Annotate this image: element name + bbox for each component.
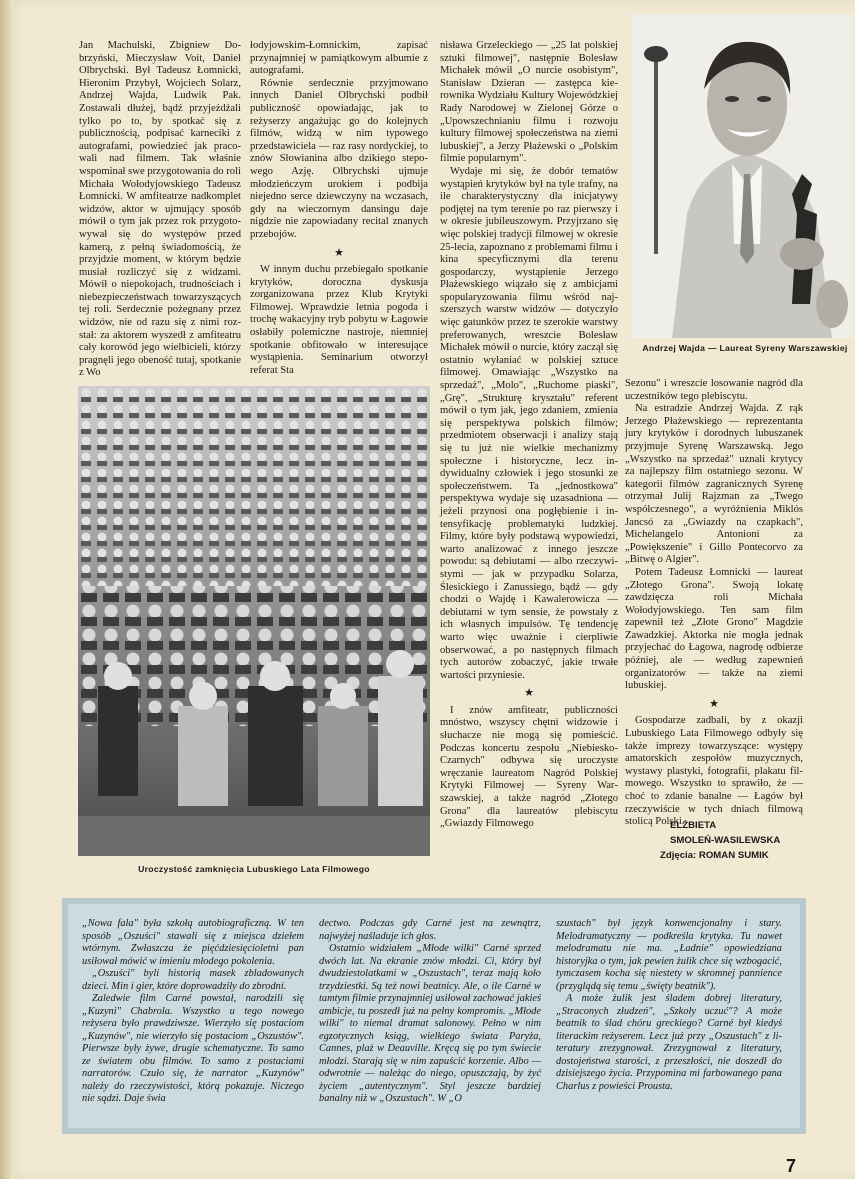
paragraph: Zaledwie film Carné powstał, narodzili się „Kuzyni" Chabrola. Wszystko u tego nowego reżysera było prawdziwsze. Wierzyło się postaciom „Kuzynów", nie wierzyło się postaciom „Oszustów". Pierwsze były żywe, drugie schematyczne. To samo ze światem obu filmów. To samo z postaciami narratorów. Czuło się, że narrator „Kuzynów" należy do rzeczywistości, którą pokazuje. Niczego nie sądzi. Daje świa [82, 993, 304, 1104]
paragraph: W innym duchu przebiegało spotkanie krytyków, doroczna dyskusja zorganizowana przez Klub Krytyki Filmowej. Wprawdzie letnia pogoda i trochę wakacyjny tryb pobytu w Łagowie osłabiły polemiczne nastroje, niemniej spotkanie obfitowało w interesujące wystąpienia. Seminarium otworzył referat Sta [250, 264, 428, 376]
paragraph: Wydaje mi się, że dobór tematów wystąpień krytyków był na tyle trafny, na ile charakterystyczny dla inicjatywy podjętej na tym terenie po raz pierwszy i w okresie jubileuszowym. Przyjrzano się więc polskiej tradycji filmowej w okresie 25-lecia, zapoznano z problemami filmu i kina specyficznymi dla terenu gospodarczy, wystąpienie Jerzego Płażewskiego wiązało się z ambicjami spopularyzowania filmu wśród najszerszych warstw widzów — dotyczyło więc gatunków przez te szerokie warstwy preferowanych, wreszcie Bolesław Michałek mówił o nurcie, który zaczął się ostatnio wyłaniać w polskiej sztuce filmowej. Omawiając „Wszystko na sprzedaż", „Molo", „Ruchome piaski", „Grę", „Strukturę kryształu" referent mówił o tym jak, jego zdaniem, zmienia się perspektywa polskich filmów; przedmiotem obserwacji i analizy stają się tu już nie wielkie mechanizmy społeczne i historyczne, lecz indywidualny człowiek i jego stosunki ze społeczeństwem. Ta „jednostkowa" perspektywa wydaje się uzasadniona — jeżeli przynosi ona pogłębienie i intensyfikację problematyki ludzkiej. Filmy, które były podstawą wypowiedzi, warto analizować z innego jeszcze powodu: są debiutami — albo rzeczywistymi — jak w przypadku Solarza, Ślesickiego i Zanussiego, bądź — gdy chodzi o Wajdę i Kawalerowicza — debiutami w tym sensie, że powstały z ich własnych impulsów. Tę tendencję warto więc uważnie i cierpliwie obserwować, a po następnych filmach tych autorów zobaczyć, jakie trwałe wartości przyniesie. [440, 165, 618, 681]
photo-credit: Zdjęcia: ROMAN SUMIK [660, 850, 769, 861]
section-star: ★ [524, 687, 534, 700]
paragraph: „Nowa fala" była szkołą autobiograficzną. W ten sposób „Oszuści" stawali się z miejsca dziełem wtórnym. Zwłaszcza że pięćdziesięcioletni pan usiłował mówić w imieniu młodego pokolenia. [82, 918, 304, 967]
binding-edge [0, 0, 14, 1179]
paragraph: Potem Tadeusz Łomnicki — laureat „Złotego Grona". Swoją lokatę zawdzięcza roli Michała Wołodyjowskiego. Ten sam film zapewnił też „Złote Grono" Magdzie Zawadzkiej. Aktorka nie mogła jednak przyjechać do Łagowa, nagrodę odbierze później, ale — według zapewnień organizatorów — także na ziemi lubuskiej. [625, 566, 803, 692]
portrait-photo [632, 14, 853, 338]
paragraph: A może żulik jest śladem dobrej literatury, „Straconych złudzeń", „Szkoły uczuć"? A może beatnik to ślad chóru greckiego? Carné był kiedyś literackim reżyserem. Lecz już przy „Oszustach" z literatury zrezygnował. Zrezygnował z literatury, dostojeństwa starości, z przeszłości, nie doszedł do dzisiejszego życia. Przypomina mi farbowanego pana Charlus z powieści Prousta. [556, 993, 782, 1092]
byline [660, 818, 820, 863]
text-column-3 [440, 40, 618, 831]
crowd-photo [78, 386, 430, 856]
portrait-caption: Andrzej Wajda — Laureat Syreny Warszawskiej [642, 343, 848, 353]
paragraph: szustach" był język konwencjonalny i stary. Melodramatyczny — podkreśla krytyka. Tu nawet melodramatu nie ma. „Ładnie" opowiedziana historyjka o tym, jak pewien żulik chce się wzbogacić, tymczasem kocha się niestety w skromnej pannience (przyglądą się temu „święty beatnik"). [556, 918, 782, 992]
page-number: 7 [786, 1156, 797, 1176]
boxed-column-1 [82, 918, 304, 1106]
paragraph: Na estradzie Andrzej Wajda. Z rąk Jerzego Płażewskiego — reprezentanta jury krytyków i dorodnych lubuszanek przyjmuje Syrenę Warszawską. Jego „Wszystko na sprzedaż" uznali krytycy za najlepszy film ostatniego sezonu. W kategorii filmów zagranicznych Syrenę otrzymał Julij Rajzman za „Twego współczesnego", a wyróżnienia Miklós Jancsó za „Gwiazdy na czapkach", Michelangelo Antonioni za „Powiększenie" i Gillo Pontecorvo za „Bitwę o Algier". [625, 403, 803, 566]
crowd-caption: Uroczystość zamknięcia Lubuskiego Lata Filmowego [138, 864, 370, 874]
paragraph: Sezonu" i wreszcie losowanie nagród dla uczestników tego plebiscytu. [625, 378, 803, 402]
paragraph: Gospodarze zadbali, by z okazji Lubuskiego Lata Filmowego odbyły się także imprezy towarzyszące: występy amatorskich zespołów muzycznych, wystawy plastyki, fotografii, plakatu filmowego. Wszystko to sprawiło, że — choć to zdanie banalne — Łagów był rzeczywiście w tych dniach filmową stolicą Polski. [625, 715, 803, 828]
paragraph: „Oszuści" byli historią masek zbladowanych dzieci. Min i gier, które doprowadziły do zbrodni. [82, 968, 304, 992]
boxed-article [62, 898, 806, 1134]
section-star: ★ [334, 246, 344, 259]
boxed-column-3 [556, 918, 782, 1093]
paragraph: nisława Grzeleckiego — „25 lat polskiej sztuki filmowej", następnie Bolesław Michałek mówił „O nurcie osobistym", Stanisław Dzieran — zastępca kierownika Wydziału Kultury Wojewódzkiej Rady Narodowej w Zielonej Górze o „Upowszechnianiu filmu i rozwoju kultury filmowej społeczeństwa na ziemi lubuskiej", a Jerzy Płażewski o „Polskim filmie popularnym". [440, 40, 618, 165]
paragraph: Jan Machulski, Zbigniew Dobrzyński, Mieczysław Voit, Daniel Olbrychski. Był Tadeusz Łomnicki, Hieronim Przybył, Wojciech Solarz, Andrzej Wajda, Ludwik Pak. Zostawali dłużej, bądź przyjeżdżali tylko po to, by spotkać się z publicznością, podpisać karnecikі z autografami, powiedzieć jak pracowali nad filmem. Tak właśnie wspominał swe przygotowania do roli Michała Wołodyjowskiego Tadeusz Łomnicki. W amfiteatrze nadkomplet widzów, aktor w ujmujący sposób mówił o tym jak przez rok przygotowywał się do występów przed kamerą, z pełną świadomością, że przyjdzie moment, w którym będzie musiał rozliczyć się z widzami. Mówił o niepokojach, trudnościach i niebezpieczeństwach towarzyszących tej roli. Serdecznie pożegnany przez widzów, nie od razu się z nimi rozstał: za aktorem wyszedł z amfiteatru cały korowód jego wielbicieli, którzy pragnęli jego obeność tutaj, spotkanie z Wo [79, 40, 241, 379]
portrait-illustration [632, 14, 853, 338]
text-column-1 [79, 40, 241, 380]
text-column-4 [625, 378, 803, 829]
paragraph: łodyjowskim-Łomnickim, zapisać przynajmniej w pamiątkowym albumie z autografami. [250, 40, 428, 77]
paragraph: dectwo. Podczas gdy Carné jest na zewnątrz, najwyżej naśladuje ich głos. [319, 918, 541, 942]
paragraph: Równie serdecznie przyjmowano innych Daniel Olbrychski podbił publiczność opowiadając, jak to reżyserzy angażując go do kolejnych filmów, widzą w nim typowego przedstawiciela — raz rasy nordyckiej, to znów Słowianina albo dzikiego stepowego Azję. Olbrychski ujmuje młodzieńczym urokiem i podbija niejedno serce dziewczyny na wczasach, gdy na wieczornym dansingu daje nigdzie nie zapowiadany recital znanych przebojów. [250, 77, 428, 240]
paragraph: Ostatnio widziałem „Młode wilki" Carné sprzed dwóch lat. Na ekranie znów młodzi. Ci, który był dwudziestolatkami w „Oszustach", teraz mają koło trzydziestki. Są też nowi beatnicy. Ale, o ile Carné w tamtym filmie przynajmniej usiłował zachować jakieś ambicje, tu poszedł już na pełny kompromis. „Młode wilki" to niemal dramat salonowy. Pełno w nim egzotycznych ksiąg, wielkiego świata Paryża, Cannes, plaż w Deauville. Kręcą się po tym świecie młodzi. Starają się w nim zapuścić korzenie. Albo — odwrotnie — należąc do niego, opuszczają, by żyć życiem „autentycznym". Styl jeszcze bardziej banalny niż w „Oszustach". W „O [319, 943, 541, 1104]
paragraph: I znów amfiteatr, publiczności mnóstwo, wszyscy chętni widzowie i słuchacze nie mogą się pomieścić. Podczas koncertu zespołu „Niebiesko-Czarnych" odbywa się uroczyste wręczanie laureatom Nagród Polskiej Krytyki Filmowej — Syreny Warszawskiej, a także nagród „Złotego Grona" dla laureatów plebiscytu „Gwiazdy Filmowego [440, 704, 618, 830]
text-column-2 [250, 40, 428, 377]
author-first-name: ELŻBIETA [670, 820, 717, 831]
crowd-illustration [78, 386, 430, 856]
author-surname: SMOLEŃ-WASILEWSKA [670, 835, 781, 846]
section-star: ★ [709, 697, 719, 710]
boxed-column-2 [319, 918, 541, 1106]
